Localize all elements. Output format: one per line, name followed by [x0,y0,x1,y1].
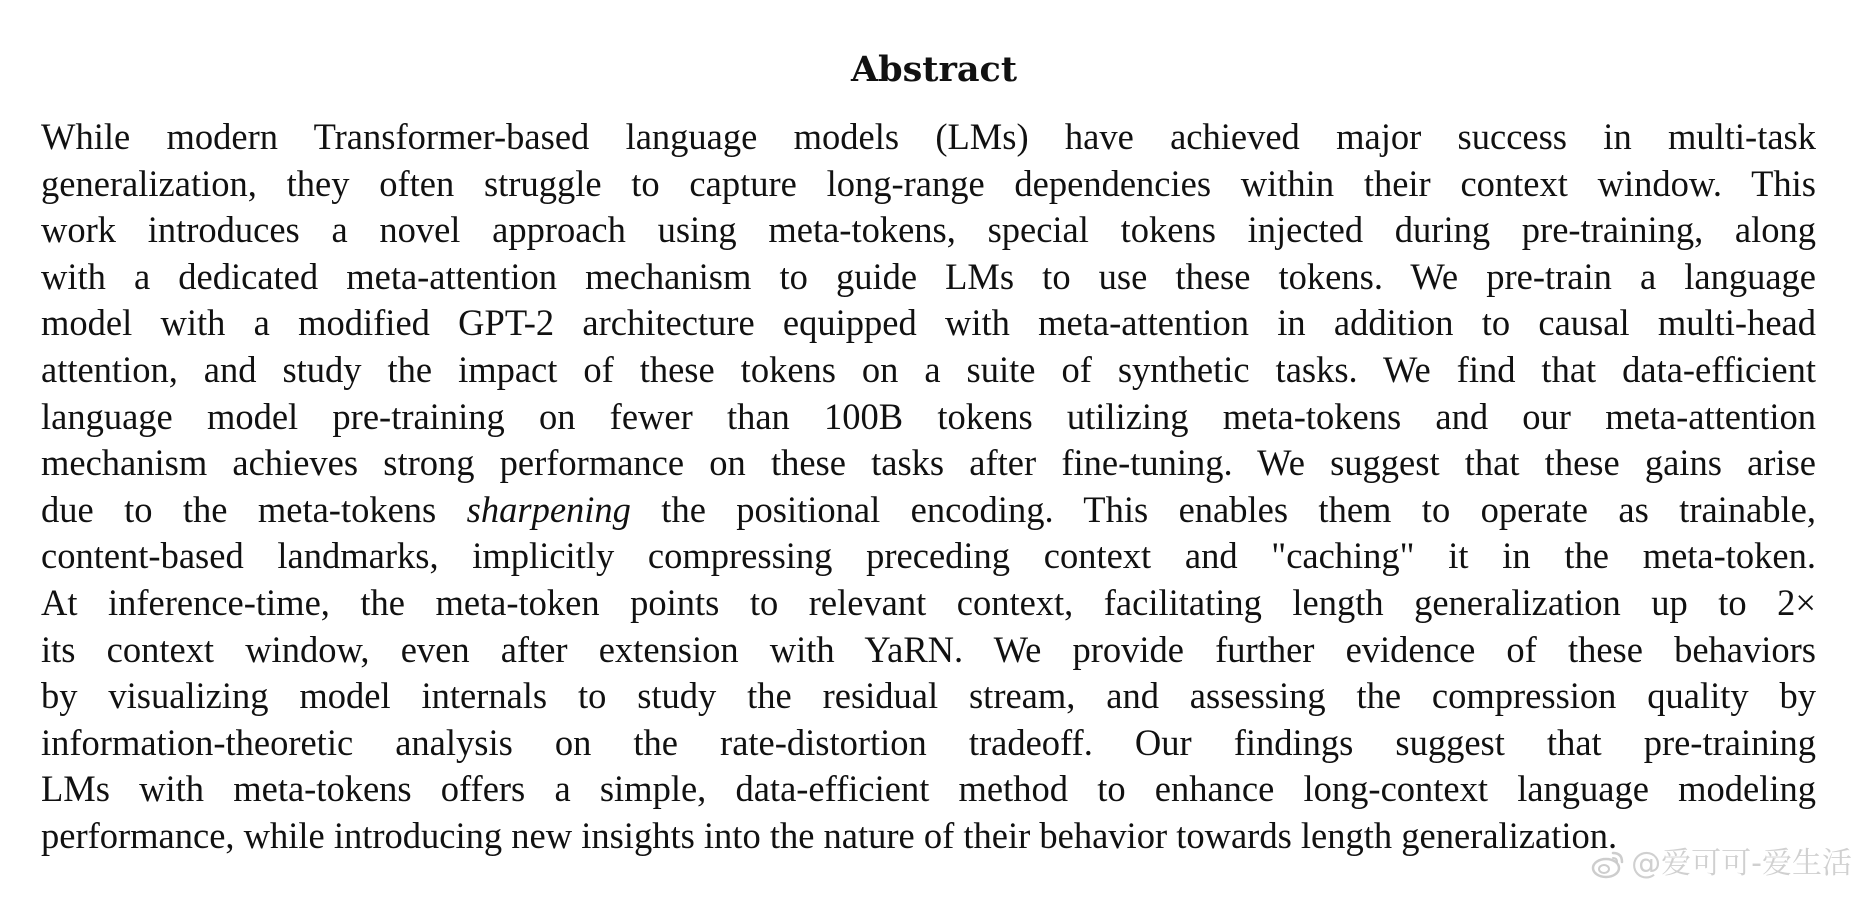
abstract-line: While modern Transformer-based language models (LMs) have achieved major success in multi-task [41,116,1816,157]
abstract-body [41,114,1816,860]
abstract-line: language model pre-training on fewer than 100B tokens utilizing meta-tokens and our meta-attention [41,395,1816,437]
abstract-line: mechanism achieves strong performance on these tasks after fine-tuning. We suggest that these gains arise [41,442,1816,484]
abstract-line-part: due to the meta-tokens [41,488,467,530]
abstract-line: LMs with meta-tokens offers a simple, data-efficient method to enhance long-context language modeling [41,768,1816,810]
watermark-text: @爱可可-爱生活 [1631,846,1852,881]
abstract-line: work introduces a novel approach using meta-tokens, special tokens injected during pre-training, along [41,209,1816,251]
abstract-line: generalization, they often struggle to capture long-range dependencies within their context window. This [41,162,1816,204]
abstract-line: content-based landmarks, implicitly compressing preceding context and "caching" it in the meta-token. [41,535,1816,577]
abstract-line: performance, while introducing new insights into the nature of their behavior towards length generalization. [41,814,1618,856]
abstract-line-part: the positional encoding. This enables them to operate as trainable, [630,488,1816,530]
abstract-heading: Abstract [850,49,1018,90]
abstract-line: with a dedicated meta-attention mechanism to guide LMs to use these tokens. We pre-train a language [41,255,1816,297]
abstract-line [41,487,1816,534]
abstract-line: At inference-time, the meta-token points to relevant context, facilitating length generalization up to 2× [41,581,1816,623]
abstract-line: its context window, even after extension with YaRN. We provide further evidence of these behaviors [41,628,1816,670]
abstract-line: information-theoretic analysis on the rate-distortion tradeoff. Our findings suggest that pre-training [41,721,1816,763]
abstract-line: attention, and study the impact of these tokens on a suite of synthetic tasks. We find that data-efficient [41,348,1816,390]
emphasized-word: sharpening [466,488,631,530]
abstract-line: model with a modified GPT-2 architecture equipped with meta-attention in addition to causal multi-head [41,302,1816,344]
abstract-line: by visualizing model internals to study the residual stream, and assessing the compression quality by [41,675,1816,717]
